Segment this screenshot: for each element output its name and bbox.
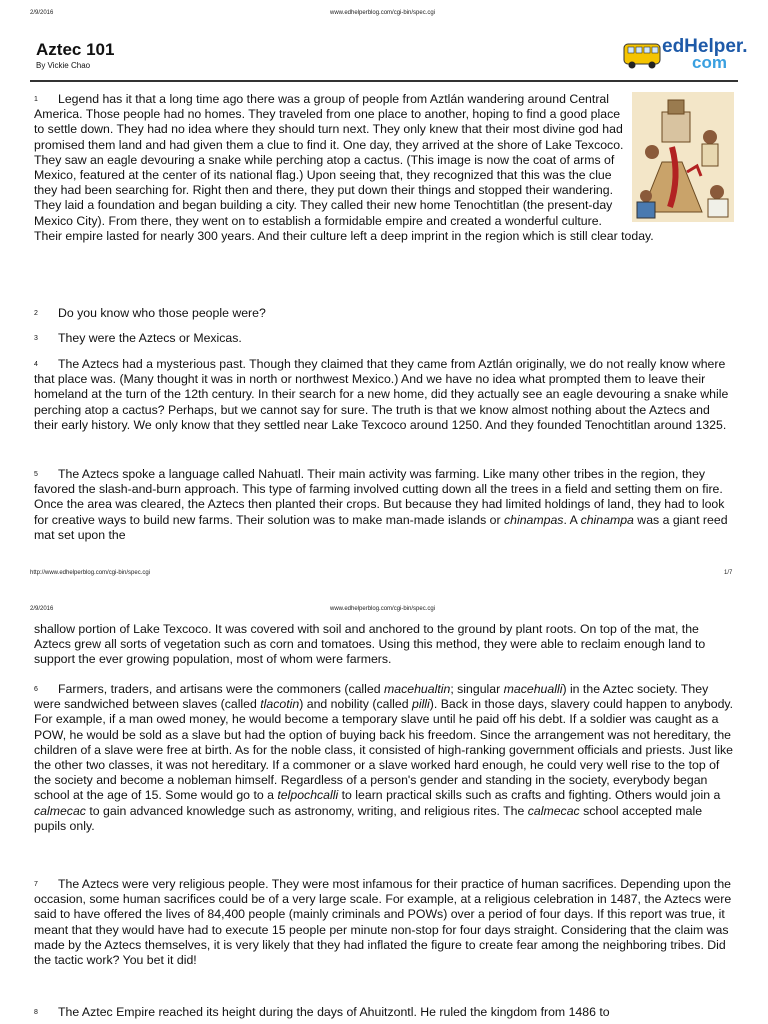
paragraph-text: ) and nobility (called [299, 697, 412, 712]
paragraph-text: The Aztecs had a mysterious past. Though they claimed that they came from Aztlán originally, we do not really know where that place was. (Many thought it was in north or northwest Mexico.) And we have no idea what prompted them to leave their homeland at the turn of the 12th century. In their search for a new home, did they actually see an eagle devouring a snake while perching atop a cactus? Perhaps, but we cannot say for sure. The truth is that we know almost nothing about the Aztecs and their early history. We only know that they settled near Lake Texcoco around 1250. And they founded Tenochtitlan around 1325. [34, 357, 729, 432]
logo-text-bottom: com [692, 53, 727, 72]
paragraph-text: Farmers, traders, and artisans were the commoners (called [58, 682, 384, 696]
logo-text-top: edHelper. [662, 36, 748, 57]
paragraph-2 [34, 306, 734, 321]
paragraph-text: school accepted male pupils only. [34, 803, 703, 833]
term-calmecac: calmecac [34, 803, 86, 818]
paragraph-number: 3 [34, 335, 38, 342]
paragraph-4 [34, 357, 734, 433]
paragraph-text: shallow portion of Lake Texcoco. It was covered with soil and anchored to the ground by plant roots. On top of the mat, the Aztecs grew all sorts of vegetation such as corn and tomatoes. Using this method, they were able to reclaim enough land to support the ever growing population, most of whom were farmers. [34, 622, 706, 667]
page-2 [0, 600, 768, 1024]
paragraph-text: The Aztec Empire reached its height during the days of Ahuitzontl. He ruled the kingdom from 1486 to [58, 1005, 610, 1019]
footer-url[interactable]: http://www.edhelperblog.com/cgi-bin/spec.cgi [30, 570, 151, 576]
term-chinampas: chinampas [503, 512, 564, 527]
paragraph-number: 2 [34, 310, 38, 317]
header-date: 2/9/2016 [30, 606, 54, 612]
paragraph-number: 7 [34, 881, 38, 888]
document-author: By Vickie Chao [36, 61, 91, 70]
paragraph-number: 8 [34, 1009, 38, 1016]
header-url: www.edhelperblog.com/cgi-bin/spec.cgi [330, 606, 436, 612]
paragraph-3 [34, 331, 734, 346]
term-chinampa: chinampa [580, 512, 634, 527]
paragraph-number: 5 [34, 471, 38, 478]
aztec-codex-illustration [632, 92, 734, 222]
term-telpochcalli: telpochcalli [277, 788, 339, 803]
paragraph-text: . A [563, 512, 581, 527]
footer-page-number: 1/7 [724, 570, 733, 576]
paragraph-text: Do you know who those people were? [58, 306, 266, 320]
paragraph-5 [34, 467, 734, 543]
header-divider [30, 80, 738, 82]
header-url: www.edhelperblog.com/cgi-bin/spec.cgi [330, 10, 436, 16]
paragraph-text: ) in the Aztec society. They were sandwiched between slaves (called [34, 682, 709, 712]
paragraph-text: The Aztecs spoke a language called Nahuatl. Their main activity was farming. Like many other tribes in the region, they favored the slash-and-burn approach. This type of farming involved cutting down all the trees in a field and setting them on fire. Once the area was cleared, the Aztecs then planted their crops. But because they had limited holdings of land, they had to look for creative ways to build new farms. Their solution was to make man-made islands or [34, 467, 725, 527]
document-title: Aztec 101 [36, 40, 115, 59]
term-macehualli: macehualli [503, 682, 563, 696]
paragraph-text: Legend has it that a long time ago there was a group of people from Aztlán wandering around Central America. Those people had no homes. They traveled from one place to another, hoping to find a good place to settle down. They had no idea where they should turn next. They only knew that their most divine god had promised them land and had given them a clue to find it. One day, they arrived at the shore of Lake Texcoco. They saw an eagle devouring a snake while perching atop a cactus. (This image is now the coat of arms of Mexico, featured at the center of its national flag.) Upon seeing that, they recognized that this was the clue they had been searching for. Right then and there, they put down their things and stopped their wandering. They laid a foundation and began building a city. They called their new home Tenochtitlan (the present-day Mexico City). From there, they went on to establish a formidable empire and created a wonderful culture. Their empire lasted for nearly 300 years. And their culture left a deep imprint in the region which is still clear today. [34, 92, 654, 243]
term-tlacotin: tlacotin [260, 697, 300, 712]
paragraph-number: 6 [34, 686, 38, 693]
paragraph-text: ; singular [450, 682, 504, 696]
edhelper-logo[interactable] [622, 36, 748, 74]
paragraph-text: to learn practical skills such as crafts and fighting. Others would join a [338, 788, 721, 803]
term-calmecac: calmecac [527, 803, 580, 818]
paragraph-1 [34, 92, 734, 244]
paragraph-6 [34, 682, 734, 834]
paragraph-text: was a giant reed mat set upon the [34, 512, 728, 542]
paragraph-text: The Aztecs were very religious people. They were most infamous for their practice of human sacrifices. Depending upon the occasion, some human sacrifices could be of a very large scale. For example, at a religious celebration in 1487, the Aztecs were said to have offered the lives of 84,400 people (mainly criminals and POWs) over a period of four days. If this report was true, it meant that they would have had to execute 15 people per minute non-stop for four days straight. Considering that the claim was made by the Aztecs themselves, it is very likely that they had inflated the figure to create fear among the neighboring tribes. Did the tactic work? You bet it did! [34, 877, 732, 968]
paragraph-8 [34, 1005, 734, 1020]
paragraph-text: They were the Aztecs or Mexicas. [58, 331, 242, 345]
paragraph-text: ). Back in those days, slavery could happen to anybody. For example, if a man owed money, he would become a temporary slave until he paid off his debt. If a soldier was caught as a POW, he would be sold as a slave but had the option of buying back his freedom. Since the arrangement was not hereditary, the children of a slave were free at birth. As for the noble class, it consisted of high-ranking government officials and priests. Just like the other two classes, it was not hereditary. If a commoner or a slave worked hard enough, he could very well rise to the top of the society and become a nobleman himself. Regardless of a person's gender and standing in the society, everybody began school at the age of 15. Some would go to a [34, 697, 734, 803]
paragraph-text: to gain advanced knowledge such as astronomy, writing, and religious rites. The [85, 803, 528, 818]
paragraph-number: 4 [34, 361, 38, 368]
header-date: 2/9/2016 [30, 10, 54, 16]
paragraph-7 [34, 877, 734, 968]
term-pilli: pilli [412, 697, 430, 712]
paragraph-5-continued [34, 622, 734, 668]
page-separator [0, 578, 768, 600]
paragraph-number: 1 [34, 96, 38, 103]
term-macehualtin: macehualtin [384, 682, 451, 696]
